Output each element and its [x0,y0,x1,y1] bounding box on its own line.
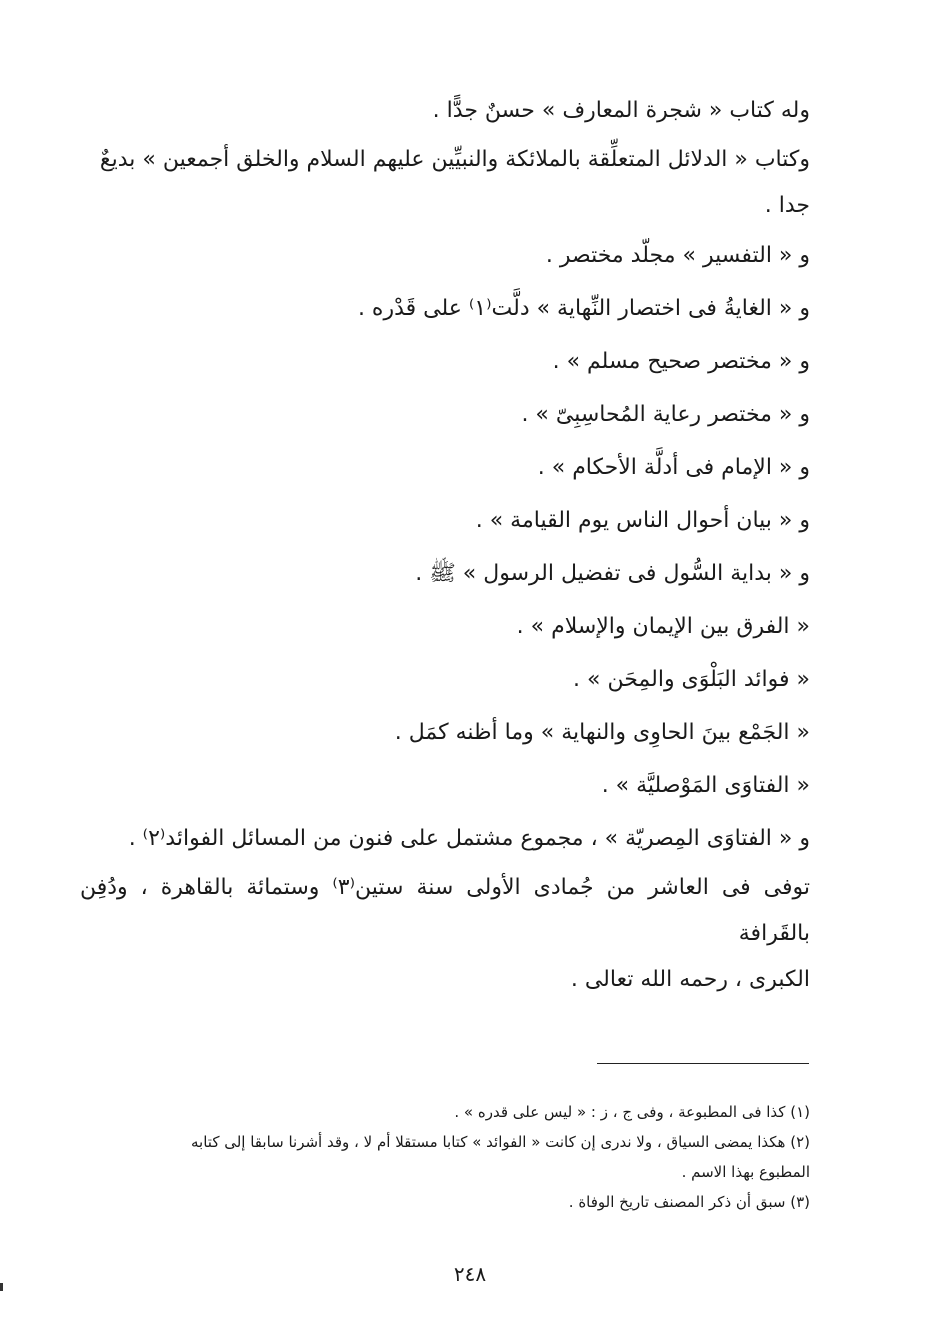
scan-edge-mark [0,1283,3,1291]
footnote-3: (٣) سبق أن ذكر المصنف تاريخ الوفاة . [568,1193,810,1211]
text-line-4: و « التفسير » مجلّد مختصر . [545,243,810,268]
footnote-2: (٢) هكذا يمضى السياق ، ولا ندرى إن كانت « الفوائد » كتابا مستقلا أم لا ، وقد أشرنا سابقا إلى كتابه [191,1133,810,1151]
text-line-8: و « الإمام فى أدلَّة الأحكام » . [537,455,810,480]
footnote-1: (١) كذا فى المطبوعة ، وفى ج ، ز : « ليس على قدره » . [454,1103,810,1121]
text-line-16: توفى فى العاشر من جُمادى الأولى سنة ستين⁽٣⁾ وستمائة بالقاهرة ، ودُفِن بالقَرافة [80,875,810,946]
text-line-7: و « مختصر رعاية المُحاسِبِىّ » . [521,402,810,427]
text-line-10: و « بداية السُّول فى تفضيل الرسول » ﷺ . [415,561,810,586]
page-number: ٢٤٨ [453,1262,487,1286]
main-text-block [80,84,810,1003]
text-line-12: « فوائد البَلْوَى والمِحَن » . [573,667,810,692]
footnote-separator [597,1063,809,1064]
text-line-17: الكبرى ، رحمه الله تعالى . [570,967,810,992]
text-line-5: و « الغايةُ فى اختصار النِّهاية » دلَّت⁽١⁾ على قَدْره . [357,296,810,321]
footnotes-block [80,1097,810,1217]
text-line-9: و « بيان أحوال الناس يوم القيامة » . [475,508,810,533]
text-line-14: « الفتاوَى المَوْصليَّة » . [601,773,810,798]
text-line-13: « الجَمْع بينَ الحاوِى والنهاية » وما أظنه كمَل . [394,720,810,745]
text-line-6: و « مختصر صحيح مسلم » . [552,349,810,374]
text-line-15: و « الفتاوَى المِصريّة » ، مجموع مشتمل على فنون من المسائل الفوائد⁽٢⁾ . [128,826,810,851]
footnote-2-continued: المطبوع بهذا الاسم . [681,1163,810,1181]
text-line-11: « الفرق بين الإيمان والإسلام » . [516,614,810,639]
text-line-3: جدا . [764,193,810,218]
text-line-2: وكتاب « الدلائل المتعلِّقة بالملائكة والنبيِّين عليهم السلام والخلق أجمعين » بديعٌ [99,147,810,172]
text-line-1: وله كتاب « شجرة المعارف » حسنٌ جدًّا . [432,98,810,123]
